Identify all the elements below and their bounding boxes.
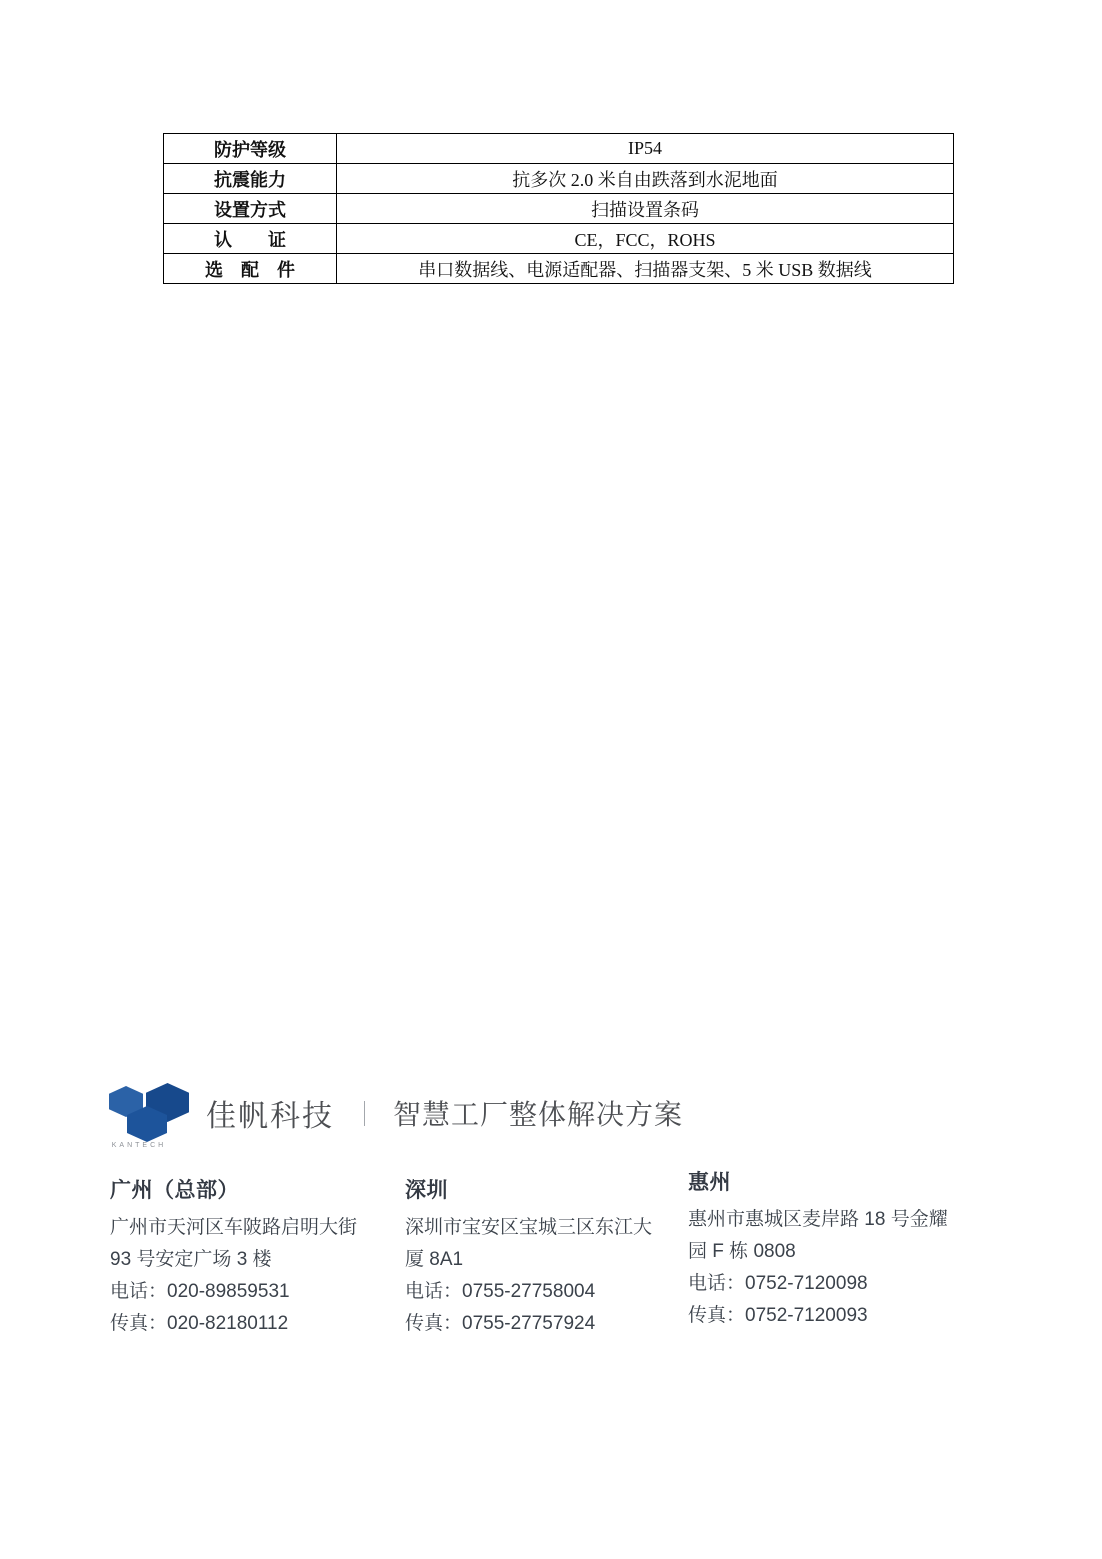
fax-label: 传真： [688,1305,746,1326]
phone-label: 电话： [110,1281,168,1302]
phone-label: 电话： [688,1273,746,1294]
spec-label: 设置方式 [164,194,337,224]
spec-value: 串口数据线、电源适配器、扫描器支架、5 米 USB 数据线 [337,254,954,284]
office-address-line: 93 号安定广场 3 楼 [110,1249,272,1270]
phone-label: 电话： [405,1281,463,1302]
table-row [164,254,954,284]
office-address-line: 广州市天河区车陂路启明大街 [110,1217,358,1238]
spec-label: 防护等级 [164,134,337,164]
table-row [164,224,954,254]
office-address-line: 深圳市宝安区宝城三区东江大 [405,1217,653,1238]
spec-value: 扫描设置条码 [337,194,954,224]
office-list [110,1170,1020,1340]
brand-slogan: 智慧工厂整体解决方案 [393,1099,684,1130]
brand-name: 佳帆科技 [206,1100,334,1133]
spec-value: 抗多次 2.0 米自由跌落到水泥地面 [337,164,954,194]
office-phone [405,1276,688,1308]
office-address-line: 园 F 栋 0808 [688,1241,796,1262]
fax-label: 传真： [405,1313,463,1334]
phone-number: 0755-27758004 [462,1281,596,1302]
logo-separator: ｜ [352,1101,378,1129]
spec-value: IP54 [337,134,954,164]
office-fax [688,1300,998,1332]
office-guangzhou [110,1170,405,1340]
spec-label: 抗震能力 [164,164,337,194]
office-address-line: 厦 8A1 [405,1249,464,1270]
office-huizhou [688,1170,998,1340]
fax-number: 0755-27757924 [462,1313,596,1334]
phone-number: 0752-7120098 [745,1273,868,1294]
logo-caption: KANTECH [111,1142,167,1149]
spec-table [163,133,954,284]
table-row [164,194,954,224]
fax-number: 0752-7120093 [745,1305,868,1326]
office-shenzhen [405,1170,688,1340]
fax-label: 传真： [110,1313,168,1334]
table-row [164,134,954,164]
office-phone [110,1276,405,1308]
fax-number: 020-82180112 [167,1313,289,1334]
company-logo [108,1083,683,1149]
office-city: 惠州 [688,1171,731,1194]
office-address-line: 惠州市惠城区麦岸路 18 号金耀 [688,1209,948,1230]
table-row [164,164,954,194]
logo-mark [108,1083,200,1149]
office-fax [110,1308,405,1340]
spec-value: CE，FCC，ROHS [337,224,954,254]
phone-number: 020-89859531 [167,1281,290,1302]
office-fax [405,1308,688,1340]
office-city: 广州（总部） [110,1179,239,1202]
office-city: 深圳 [405,1179,448,1202]
spec-label: 选 配 件 [164,254,337,284]
office-phone [688,1268,998,1300]
spec-label: 认 证 [164,224,337,254]
